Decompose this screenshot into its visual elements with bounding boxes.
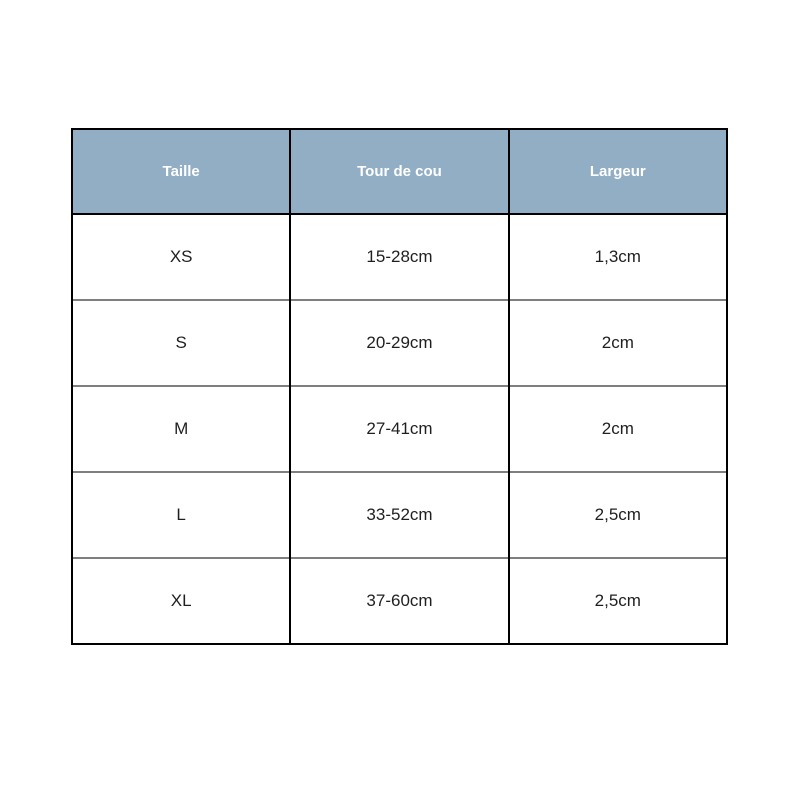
cell-width: 2,5cm	[509, 472, 727, 558]
cell-size: M	[72, 386, 290, 472]
size-chart-table	[71, 128, 728, 645]
cell-width: 1,3cm	[509, 214, 727, 300]
table-body	[72, 214, 727, 644]
cell-neck: 27-41cm	[290, 386, 508, 472]
header-row	[72, 129, 727, 214]
cell-size: XL	[72, 558, 290, 644]
table-row-xl	[72, 558, 727, 644]
cell-neck: 33-52cm	[290, 472, 508, 558]
cell-neck: 20-29cm	[290, 300, 508, 386]
table-row-s	[72, 300, 727, 386]
cell-width: 2cm	[509, 300, 727, 386]
cell-neck: 37-60cm	[290, 558, 508, 644]
cell-width: 2cm	[509, 386, 727, 472]
cell-width: 2,5cm	[509, 558, 727, 644]
table-row-xs	[72, 214, 727, 300]
cell-neck: 15-28cm	[290, 214, 508, 300]
column-header-taille: Taille	[72, 129, 290, 214]
cell-size: S	[72, 300, 290, 386]
column-header-largeur: Largeur	[509, 129, 727, 214]
table-header	[72, 129, 727, 214]
column-header-tour-de-cou: Tour de cou	[290, 129, 508, 214]
cell-size: L	[72, 472, 290, 558]
cell-size: XS	[72, 214, 290, 300]
table-row-m	[72, 386, 727, 472]
table-row-l	[72, 472, 727, 558]
